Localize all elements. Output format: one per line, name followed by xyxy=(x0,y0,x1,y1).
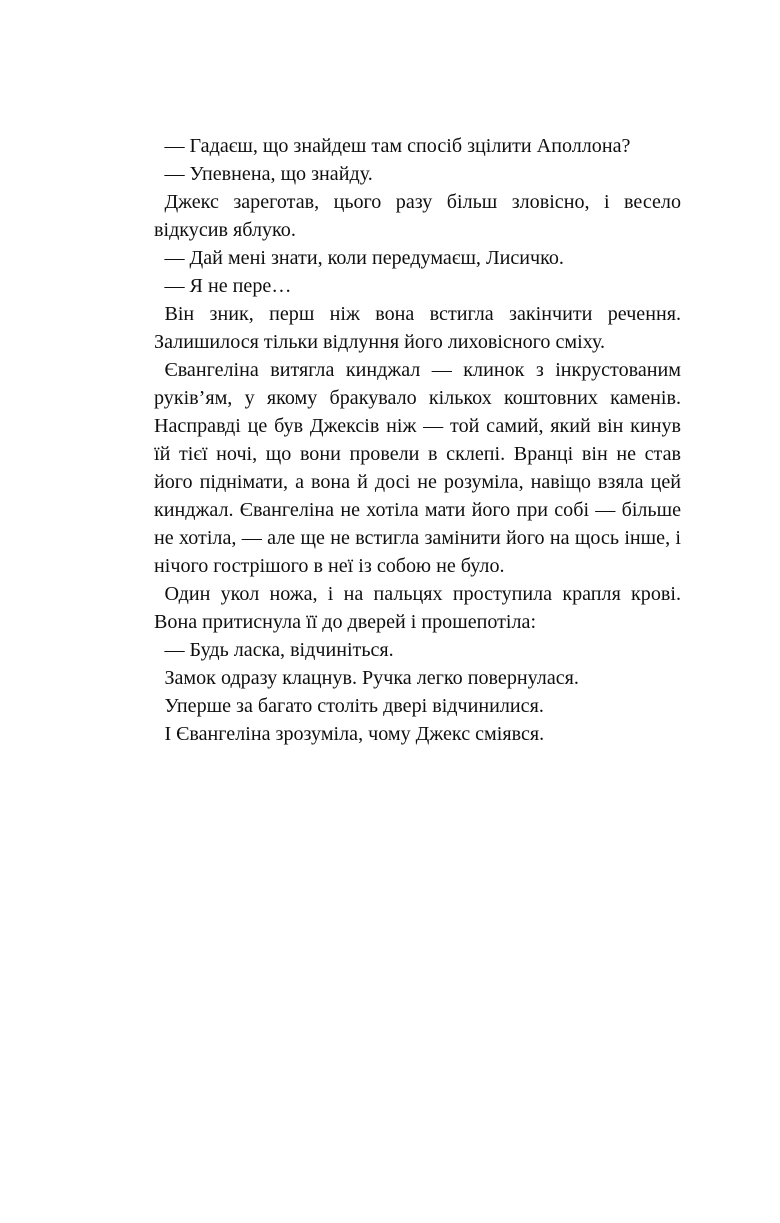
paragraph-dialogue: — Упевнена, що знайду. xyxy=(164,163,373,185)
paragraph-narration: Джекс зареготав, цього разу більш зловісно, і весело відкусив яблуко. xyxy=(154,191,681,241)
paragraph-narration: Один укол ножа, і на пальцях проступила крапля крові. Вона притиснула її до дверей і прошепотіла: xyxy=(154,583,681,633)
paragraph-narration: Євангеліна витягла кинджал — клинок з інкрустованим руків’ям, у якому бракувало кількох коштовних каменів. Насправді це був Джексів ніж — той самий, який він кинув їй тієї ночі, що вони провели в склепі. Вранці він не став його піднімати, а вона й досі не розуміла, навіщо взяла цей кинджал. Євангеліна не хотіла мати його при собі — більше не хотіла, — але ще не встигла замінити його на щось інше, і нічого гострішого в неї із собою не було. xyxy=(154,359,681,577)
paragraph-narration: І Євангеліна зрозуміла, чому Джекс сміявся. xyxy=(164,723,545,745)
paragraph-narration: Замок одразу клацнув. Ручка легко повернулася. xyxy=(164,667,579,689)
paragraph-narration: Уперше за багато століть двері відчинилися. xyxy=(164,695,544,717)
paragraph-narration: Він зник, перш ніж вона встигла закінчити речення. Залишилося тільки відлуння його лиховісного сміху. xyxy=(154,303,681,353)
paragraph-dialogue: — Гадаєш, що знайдеш там спосіб зцілити Аполлона? xyxy=(164,135,631,157)
paragraph-dialogue: — Будь ласка, відчиніться. xyxy=(164,639,394,661)
paragraph-dialogue: — Дай мені знати, коли передумаєш, Лисичко. xyxy=(164,247,564,269)
page-text-block xyxy=(154,132,681,748)
paragraph-dialogue: — Я не пере… xyxy=(164,275,292,297)
